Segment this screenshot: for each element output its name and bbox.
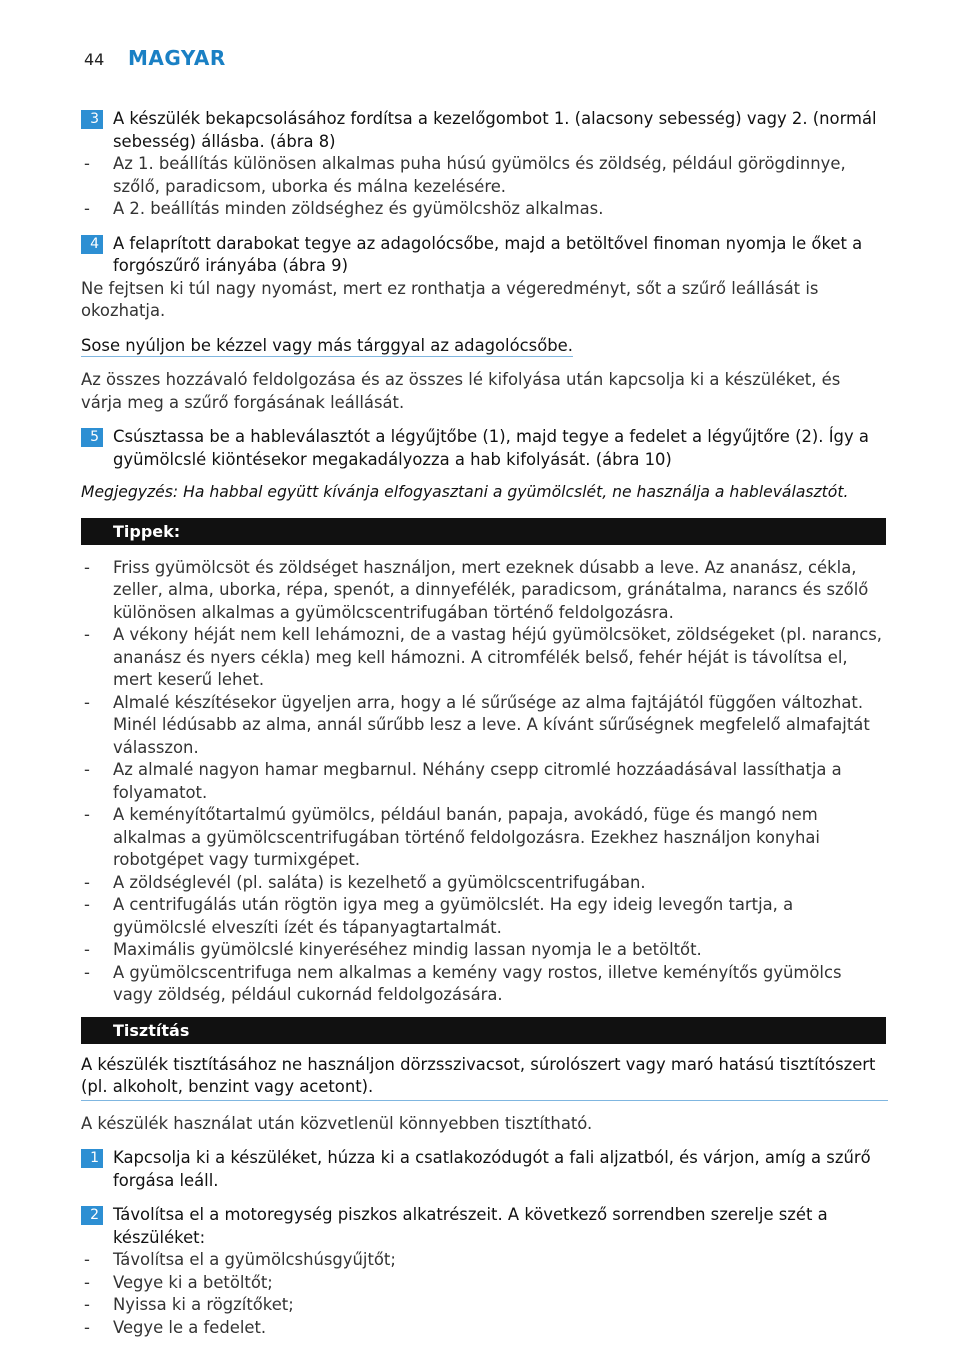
warning-text: A készülék tisztításához ne használjon dörzsszivacsot, súrolószert vagy maró hatású tisztítószert (pl. alkoholt, benzint vagy acetont).: [81, 1054, 888, 1101]
paragraph: Az összes hozzávaló feldolgozása és az összes lé kifolyása után kapcsolja ki a készüléket, és várja meg a szűrő forgásának leállását.: [81, 370, 841, 412]
step-text: A felaprított darabokat tegye az adagolócsőbe, majd a betöltővel finoman nyomja le őket a forgószűrő irányába (ábra 9): [113, 233, 863, 275]
paragraph: Ne fejtsen ki túl nagy nyomást, mert ez ronthatja a végeredményt, sőt a szűrő leállását is okozhatja.: [81, 278, 819, 320]
step-text: Csúsztassa be a hableválasztót a légyűjtőbe (1), majd tegye a fedelet a légyűjtőre (2). Így a gyümölcslé kiöntésekor megakadályozza a hab kifolyását. (ábra 10): [113, 427, 869, 469]
step-2: [81, 1204, 886, 1249]
list-item: - Vegye le a fedelet.: [81, 1317, 886, 1340]
list-item: - A 2. beállítás minden zöldséghez és gyümölcshöz alkalmas.: [81, 198, 886, 221]
list-item: - Friss gyümölcsöt és zöldséget használjon, mert ezeknek dúsabb a leve. Az ananász, cékla, zeller, alma, uborka, répa, spenót, a dinnyefélék, paradicsom, gránátalma, narancs és szőlő különösen alkalmas a gyümölcscentrifugában történő feldolgozásra.: [81, 557, 886, 625]
note-text: Megjegyzés: Ha habbal együtt kívánja elfogyasztani a gyümölcslét, ne használja a hableválasztót.: [81, 483, 849, 501]
list-item: - A keményítőtartalmú gyümölcs, például banán, papaja, avokádó, füge és mangó nem alkalmas a gyümölcscentrifugában történő feldolgozásra. Ezekhez használjon konyhai robotgépet vagy turmixgépet.: [81, 804, 886, 872]
section-heading-cleaning: Tisztítás: [81, 1017, 886, 1044]
step-text: Kapcsolja ki a készüléket, húzza ki a csatlakozódugót a fali aljzatból, és várjon, amíg a szűrő forgása leáll.: [113, 1148, 871, 1190]
list-item: - Távolítsa el a gyümölcshúsgyűjtőt;: [81, 1249, 886, 1272]
paragraph: A készülék használat után közvetlenül könnyebben tisztítható.: [81, 1113, 593, 1133]
step-number-badge: 2: [81, 1206, 103, 1225]
step-text: A készülék bekapcsolásához fordítsa a kezelőgombot 1. (alacsony sebesség) vagy 2. (normál sebesség) állásba. (ábra 8): [113, 109, 877, 151]
tips-list: [81, 557, 886, 1007]
step-3: [81, 108, 886, 153]
language-heading: MAGYAR: [128, 46, 226, 70]
step-4: [81, 233, 886, 278]
list-item: - Nyissa ki a rögzítőket;: [81, 1294, 886, 1317]
page-header: [84, 46, 226, 70]
warning-text: Sose nyúljon be kézzel vagy más tárggyal az adagolócsőbe.: [81, 335, 573, 355]
list-item: - A gyümölcscentrifuga nem alkalmas a kemény vagy rostos, illetve keményítős gyümölcs vagy zöldség, például cukornád feldolgozására.: [81, 962, 886, 1007]
step-5: [81, 426, 886, 471]
list-item: - Az 1. beállítás különösen alkalmas puha húsú gyümölcs és zöldség, például görögdinnye, szőlő, paradicsom, uborka és málna kezelésére.: [81, 153, 886, 198]
list-item: - A centrifugálás után rögtön igya meg a gyümölcslét. Ha egy ideig levegőn tartja, a gyümölcslé elveszíti ízét és tápanyagtartalmát.: [81, 894, 886, 939]
list-item: - A vékony héját nem kell lehámozni, de a vastag héjú gyümölcsöket, zöldségeket (pl. narancs, ananász és nyers cékla) meg kell hámozni. A citromfélék belső, fehér héját is távolítsa el, mert keserű lehet.: [81, 624, 886, 692]
list-item: - Az almalé nagyon hamar megbarnul. Néhány csepp citromlé hozzáadásával lassíthatja a folyamatot.: [81, 759, 886, 804]
list-item: - Maximális gyümölcslé kinyeréséhez mindig lassan nyomja le a betöltőt.: [81, 939, 886, 962]
list-item: - Vegye ki a betöltőt;: [81, 1272, 886, 1295]
step-1: [81, 1147, 886, 1192]
step-number-badge: 5: [81, 428, 103, 447]
section-heading-tips: Tippek:: [81, 518, 886, 545]
page-content: [81, 108, 886, 1339]
page-number: 44: [84, 50, 105, 69]
list-item: - A zöldséglevél (pl. saláta) is kezelhető a gyümölcscentrifugában.: [81, 872, 886, 895]
step-text: Távolítsa el a motoregység piszkos alkatrészeit. A következő sorrendben szerelje szét a készüléket:: [113, 1205, 828, 1247]
list-item: - Almalé készítésekor ügyeljen arra, hogy a lé sűrűsége az alma fajtájától függően változhat. Minél lédúsabb az alma, annál sűrűbb lesz a leve. A kívánt sűrűségnek megfelelő almafajtát válasszon.: [81, 692, 886, 760]
step-number-badge: 1: [81, 1149, 103, 1168]
step-number-badge: 4: [81, 235, 103, 254]
step-number-badge: 3: [81, 110, 103, 129]
